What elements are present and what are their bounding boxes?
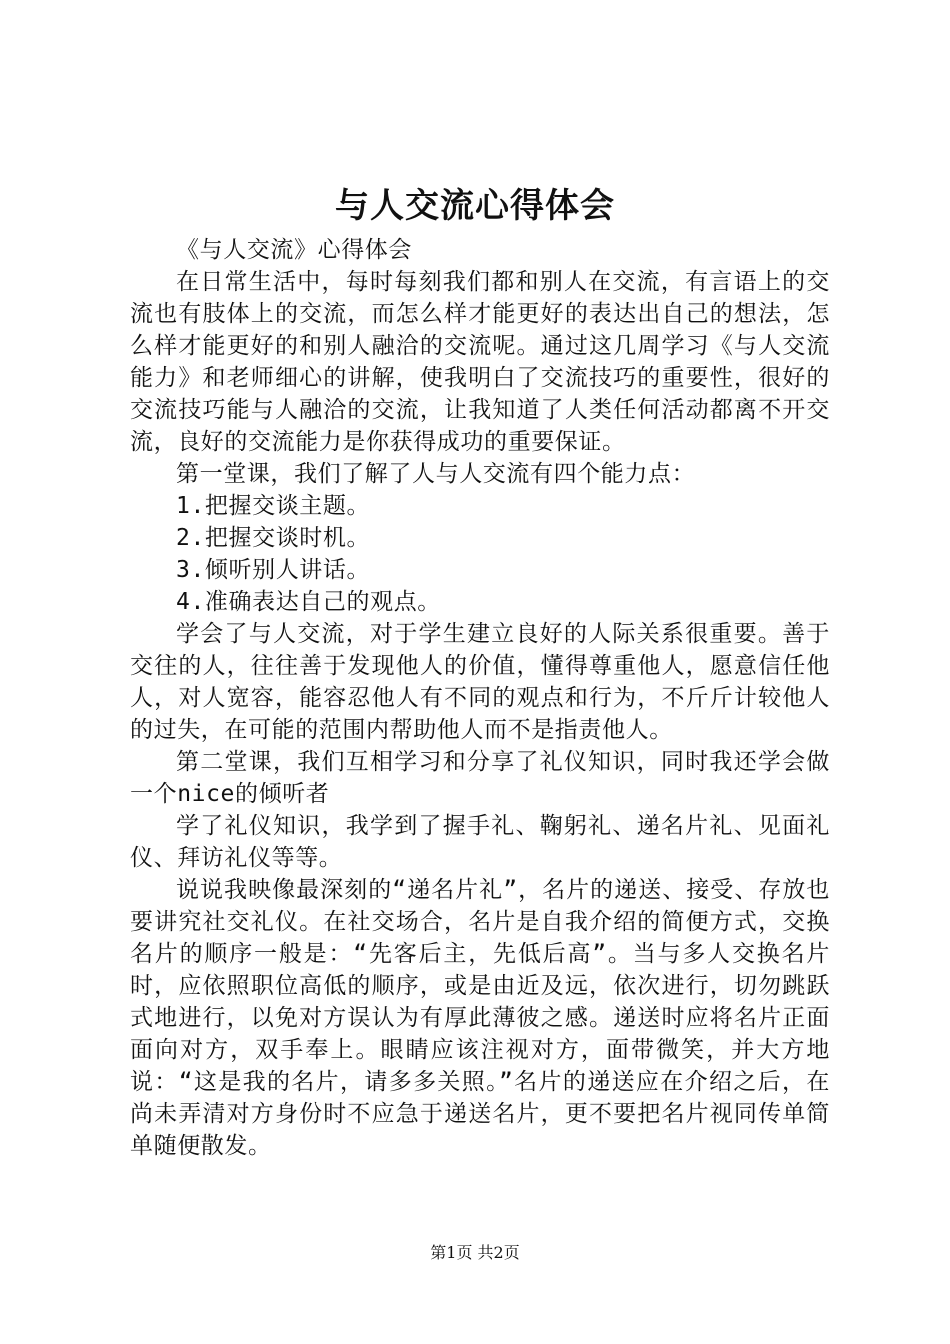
intro-paragraph: 在日常生活中，每时每刻我们都和别人在交流，有言语上的交流也有肢体上的交流，而怎么样才能更好的表达出自己的想法，怎么样才能更好的和别人融洽的交流呢。通过这几周学习《与人交流能力》和老师细心的讲解，使我明白了交流技巧的重要性，很好的交流技巧能与人融洽的交流，让我知道了人类任何活动都离不开交流，良好的交流能力是你获得成功的重要保证。 xyxy=(130,269,830,455)
business-card-paragraph: 说说我映像最深刻的“递名片礼”，名片的递送、接受、存放也要讲究社交礼仪。在社交场合，名片是自我介绍的简便方式，交换名片的顺序一般是：“先客后主，先低后高”。当与多人交换名片时，应依照职位高低的顺序，或是由近及远，依次进行，切勿跳跃式地进行，以免对方误认为有厚此薄彼之感。递送时应将名片正面面向对方，双手奉上。眼睛应该注视对方，面带微笑，并大方地说：“这是我的名片，请多多关照。”名片的递送应在介绍之后，在尚未弄清对方身份时不应急于递送名片，更不要把名片视同传单简单随便散发。 xyxy=(130,877,830,1159)
list-item: 4.准确表达自己的观点。 xyxy=(176,589,441,615)
first-lesson-paragraph: 第一堂课，我们了解了人与人交流有四个能力点： xyxy=(176,461,696,487)
etiquette-paragraph: 学了礼仪知识，我学到了握手礼、鞠躬礼、递名片礼、见面礼仪、拜访礼仪等等。 xyxy=(130,813,830,871)
document-title: 与人交流心得体会 xyxy=(335,186,615,226)
document-body xyxy=(130,234,830,1162)
list-item: 1.把握交谈主题。 xyxy=(176,493,371,519)
subtitle-paragraph: 《与人交流》心得体会 xyxy=(176,237,412,263)
page-number-footer: 第1页 共2页 xyxy=(430,1243,520,1262)
relationship-paragraph: 学会了与人交流，对于学生建立良好的人际关系很重要。善于交往的人，往往善于发现他人的价值，懂得尊重他人，愿意信任他人，对人宽容，能容忍他人有不同的观点和行为，不斤斤计较他人的过失，在可能的范围内帮助他人而不是指责他人。 xyxy=(130,621,830,743)
list-item: 3.倾听别人讲话。 xyxy=(176,557,371,583)
list-item: 2.把握交谈时机。 xyxy=(176,525,371,551)
second-lesson-paragraph: 第二堂课，我们互相学习和分享了礼仪知识，同时我还学会做一个nice的倾听者 xyxy=(130,749,830,807)
